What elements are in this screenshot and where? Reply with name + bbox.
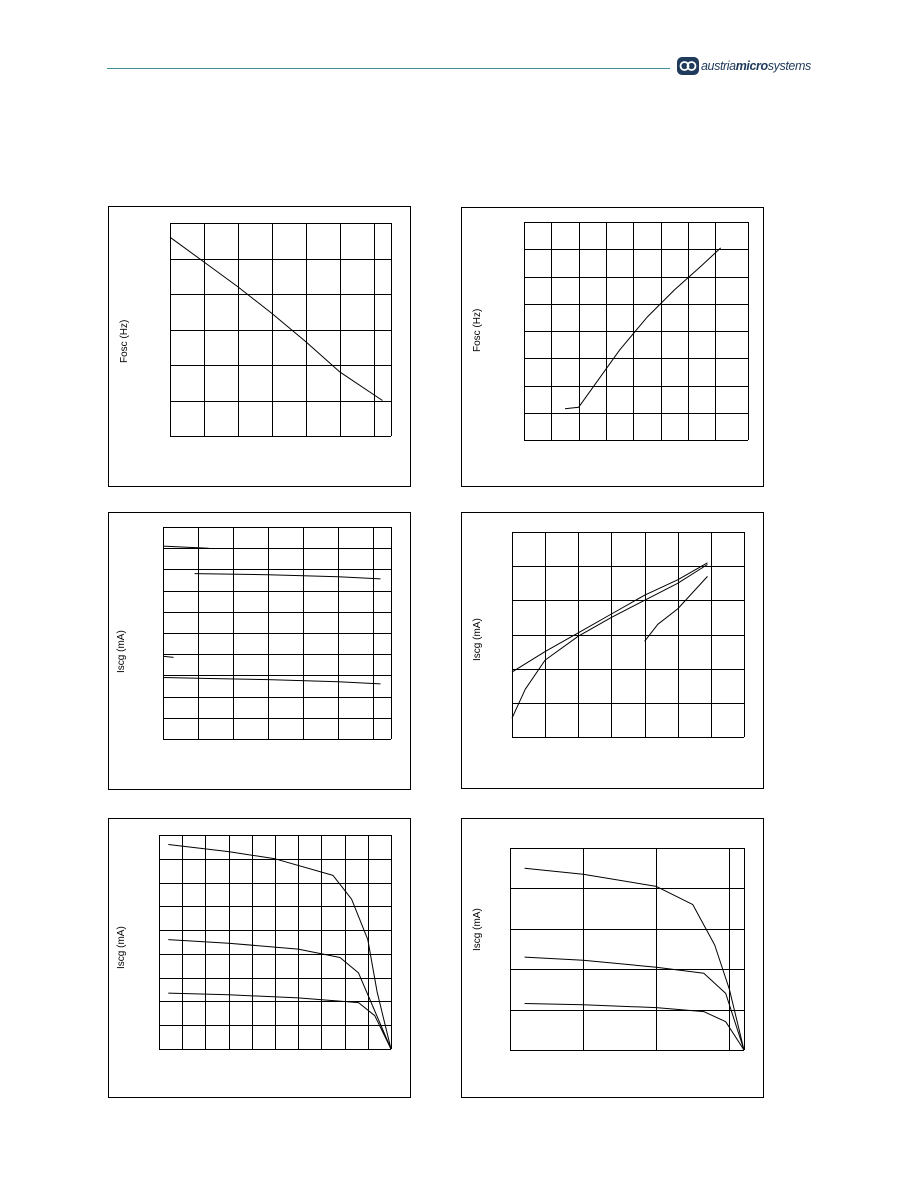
chart-3-series-1: [163, 546, 209, 548]
chart-5-plot: [159, 835, 391, 1049]
chart-3-series-3: [163, 656, 174, 657]
header-rule: [107, 68, 670, 69]
chart-2-ylabel: Fosc (Hz): [472, 308, 483, 352]
chart-4-ylabel: Iscg (mA): [472, 618, 483, 661]
chart-2-plot: [524, 222, 748, 440]
chart-6-series-2: [525, 957, 744, 1050]
chart-panel-1: [108, 206, 411, 487]
brand-logo-icon: [677, 57, 699, 75]
chart-1-ylabel: Fosc (Hz): [119, 319, 130, 363]
chart-panel-4: [461, 512, 764, 789]
chart-5-series-1: [168, 845, 391, 1050]
chart-2-series-1: [565, 248, 721, 409]
chart-1-plot: [170, 223, 391, 436]
brand-logo: [677, 56, 811, 76]
chart-4-series-3: [645, 576, 708, 641]
chart-6-ylabel: Iscg (mA): [472, 908, 483, 951]
chart-3-ylabel: Iscg (mA): [116, 630, 127, 673]
chart-5-ylabel: Iscg (mA): [116, 926, 127, 969]
brand-logo-text: austriamicrosystems: [701, 59, 811, 73]
chart-3-plot: [163, 527, 391, 739]
chart-4-plot: [512, 532, 744, 737]
chart-6-plot: [510, 848, 744, 1050]
chart-1-series-1: [170, 237, 383, 400]
chart-3-series-2: [195, 574, 381, 579]
chart-panel-6: [461, 818, 764, 1098]
chart-panel-3: [108, 512, 411, 790]
chart-3-series-4: [163, 678, 381, 684]
chart-panel-5: [108, 818, 411, 1098]
chart-panel-2: [461, 207, 764, 487]
